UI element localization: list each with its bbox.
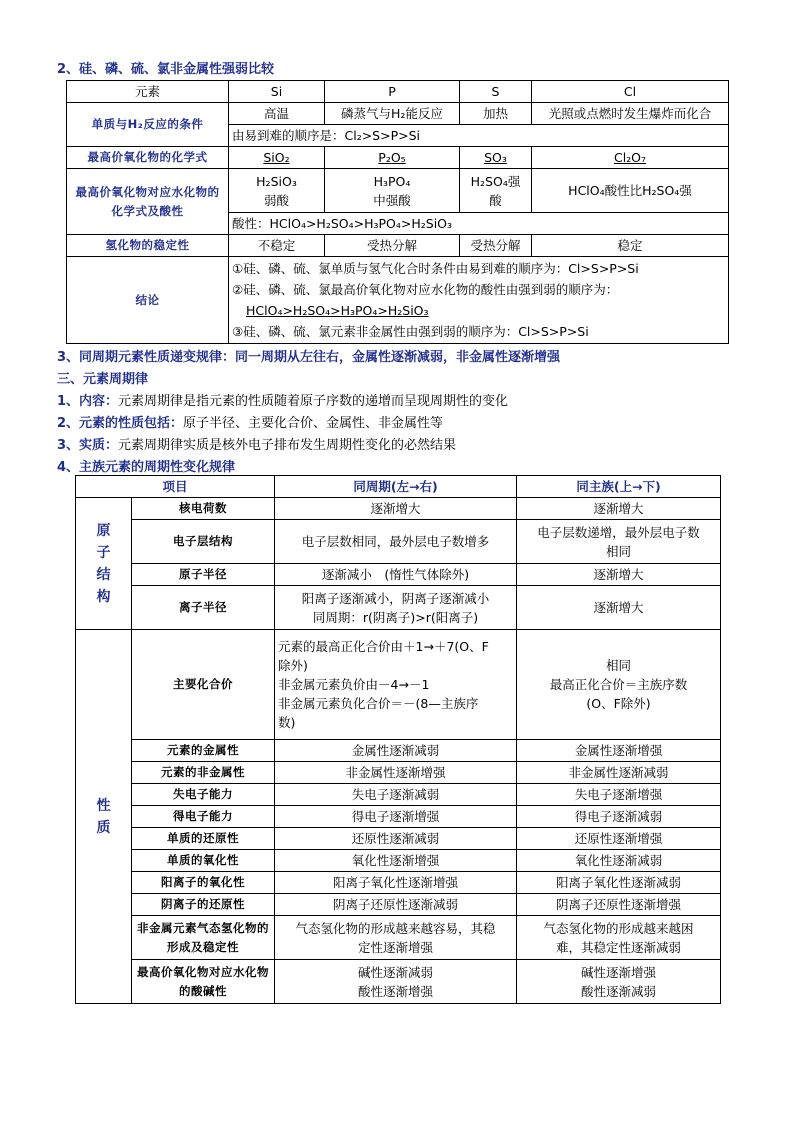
period-trend-cell [275,740,517,762]
header-s: S [460,81,532,103]
period-trend-cell [275,784,517,806]
paragraph-text: 原子半径、主要化合价、金属性、非金属性等 [183,416,444,431]
conclusion-line: HClO₄>H₂SO₄>H₃PO₄>H₂SiO₃ [246,303,429,318]
group-trend-cell [517,872,721,894]
section-4-title: 4、主族元素的周期性变化规律 [57,460,236,475]
conclusion-line: ③硅、磷、硫、氯元素非金属性由强到弱的顺序为：Cl>S>P>Si [232,324,589,339]
period-trend-cell [275,828,517,850]
group-trend-cell [517,520,721,564]
cell-line: 还原性逐渐减弱 [351,831,440,846]
row-label: 非金属元素气态氢化物的形成及稳定性 [132,916,275,960]
cell: 磷蒸气与H₂能反应 [325,103,460,125]
cell-line: 逐渐增大 [593,600,644,615]
part-3-title: 三、元素周期律 [57,372,149,387]
header-period: 同周期(左→右) [275,476,517,498]
row-label-conclusion: 结论 [67,257,229,344]
cell: Cl₂O₇ [532,147,729,169]
group-trend-cell [517,498,721,520]
row-label: 主要化合价 [132,630,275,740]
group-trend-cell [517,960,721,1004]
cell-line: 阴离子还原性逐渐增强 [556,897,682,912]
category-char: 质 [96,819,111,836]
category-char: 结 [96,566,111,583]
conclusion-cell [229,257,729,344]
group-trend-cell [517,564,721,586]
line: H₃PO₄ [373,173,411,189]
period-trend-cell [275,498,517,520]
row-label-h2-reaction: 单质与H₂反应的条件 [67,103,229,147]
cell: SiO₂ [229,147,325,169]
line: H₂SiO₃ [256,173,297,189]
cell: 受热分解 [325,235,460,257]
table-row [76,762,721,784]
row-label: 单质的氧化性 [132,850,275,872]
line: H₂SO₄强 [470,173,521,189]
group-trend-cell [517,630,721,740]
table-row [76,872,721,894]
nonmetal-comparison-table [66,80,729,344]
cell: P₂O₅ [325,147,460,169]
cell-line: 非金属性逐渐减弱 [568,765,669,780]
table-row [76,586,721,630]
cell-line: 难，其稳定性逐渐减弱 [556,939,682,955]
row-label: 元素的非金属性 [132,762,275,784]
group-trend-cell [517,740,721,762]
period-trend-cell [275,630,517,740]
cell-line: 碱性逐渐增强 [581,964,657,980]
table-row [76,520,721,564]
cell-line: 最高正化合价＝主族序数 [549,677,688,692]
cell-cl-acid: HClO₄酸性比H₂SO₄强 [532,169,729,213]
cell-line: 阴离子还原性逐渐减弱 [333,897,459,912]
table-row [76,564,721,586]
table-row [76,784,721,806]
header-group: 同主族(上→下) [517,476,721,498]
row-label: 电子层结构 [132,520,275,564]
period-trend-cell [275,960,517,1004]
paragraph-text: 元素周期律实质是核外电子排布发生周期性变化的必然结果 [118,438,457,453]
paragraph-text: 元素周期律是指元素的性质随着原子序数的递增而呈现周期性的变化 [118,394,509,409]
cell-line: 气态氢化物的形成越来越困 [543,920,694,936]
cell-line: 酸性逐渐减弱 [581,983,657,999]
period-trend-cell [275,762,517,784]
header-cl: Cl [532,81,729,103]
row-label: 核电荷数 [132,498,275,520]
group-trend-cell [517,850,721,872]
group-trend-cell [517,762,721,784]
row-label: 原子半径 [132,564,275,586]
cell-line: 非金属性逐渐增强 [345,765,446,780]
paragraph-key: 1、内容： [57,394,119,409]
cell-line: 得电子逐渐增强 [351,809,440,824]
category-char: 原 [96,522,111,539]
cell: SO₃ [460,147,532,169]
table-row [76,960,721,1004]
acid-order: 酸性：HClO₄>H₂SO₄>H₃PO₄>H₂SiO₃ [229,213,729,235]
cell-si-acid [229,169,325,213]
table-row [76,806,721,828]
cell-line: 定性逐渐增强 [358,939,434,955]
period-trend-cell [275,564,517,586]
period-trend-cell [275,806,517,828]
category-properties [76,630,132,1004]
section-3-title [57,346,560,365]
cell: 高温 [229,103,325,125]
row-label-oxide: 最高价氧化物的化学式 [67,147,229,169]
cell-line: 电子层数相同，最外层电子数增多 [301,534,490,549]
row-label: 单质的还原性 [132,828,275,850]
table-row [76,828,721,850]
section-3-heading: 3、同周期元素性质递变规律： [57,350,236,365]
row-label: 最高价氧化物对应水化物的酸碱性 [132,960,275,1004]
row-label: 元素的金属性 [132,740,275,762]
cell: 加热 [460,103,532,125]
header-element: 元素 [67,81,229,103]
paragraph-key: 3、实质： [57,438,119,453]
conclusion-line: ②硅、磷、硫、氯最高价氧化物对应水化物的酸性由强到弱的顺序为： [232,282,619,297]
group-trend-cell [517,784,721,806]
cell-line: 还原性逐渐增强 [574,831,663,846]
cell-s-acid [460,169,532,213]
period-trend-cell [275,586,517,630]
category-char: 构 [96,588,111,605]
cell-line: 逐渐增大 [593,501,644,516]
period-trend-cell [275,872,517,894]
row-label: 阳离子的氧化性 [132,872,275,894]
cell-line: 金属性逐渐减弱 [351,743,440,758]
row-label: 阴离子的还原性 [132,894,275,916]
cell-line: (O、F除外) [586,696,651,711]
period-trend-cell [275,916,517,960]
line: 酸 [489,192,502,208]
periodic-law-table [75,475,721,1004]
group-trend-cell [517,828,721,850]
group-trend-cell [517,586,721,630]
cell-line: 非金属元素负价由－4→－1 [278,677,430,692]
group-trend-cell [517,806,721,828]
cell-line: 阳离子氧化性逐渐减弱 [556,875,682,890]
paragraph-properties [57,412,443,431]
row-label: 离子半径 [132,586,275,630]
table-row [76,498,721,520]
cell-line: 数) [278,715,296,730]
row-label-hydroxide: 最高价氧化物对应水化物的化学式及酸性 [67,169,229,235]
header-si: Si [229,81,325,103]
cell-p-acid [325,169,460,213]
row-label: 失电子能力 [132,784,275,806]
cell-line: 金属性逐渐增强 [574,743,663,758]
cell-line: 除外) [278,658,308,673]
cell-line: 碱性逐渐减弱 [358,964,434,980]
group-trend-cell [517,916,721,960]
conclusion-line: ①硅、磷、硫、氯单质与氢气化合时条件由易到难的顺序为：Cl>S>P>Si [232,261,639,276]
period-trend-cell [275,520,517,564]
table-row [76,630,721,740]
cell-line: 逐渐减小 (惰性气体除外) [321,567,470,582]
cell-line: 相同 [606,658,632,673]
category-char: 性 [96,797,111,814]
header-p: P [325,81,460,103]
header-item: 项目 [76,476,275,498]
cell: 光照或点燃时发生爆炸而化合 [532,103,729,125]
cell-line: 氧化性逐渐增强 [351,853,440,868]
table-row [76,740,721,762]
cell: 受热分解 [460,235,532,257]
cell-line: 同周期：r(阴离子)>r(阳离子) [312,609,479,625]
reaction-order: 由易到难的顺序是：Cl₂>S>P>Si [229,125,729,147]
group-trend-cell [517,894,721,916]
cell: 稳定 [532,235,729,257]
line: 中强酸 [373,192,411,208]
cell-line: 得电子逐渐减弱 [574,809,663,824]
table-row [76,894,721,916]
cell-line: 逐渐增大 [370,501,421,516]
table-row [76,916,721,960]
table-row [76,850,721,872]
cell-line: 非金属元素负化合价＝－(8—主族序 [278,696,479,711]
cell-line: 气态氢化物的形成越来越容易，其稳 [295,920,496,936]
row-label-hydride: 氢化物的稳定性 [67,235,229,257]
period-trend-cell [275,894,517,916]
line: 弱酸 [263,192,289,208]
period-trend-cell [275,850,517,872]
cell-line: 阳离子逐渐减小，阴离子逐渐减小 [301,590,490,606]
cell-line: 氧化性逐渐减弱 [574,853,663,868]
cell-line: 阳离子氧化性逐渐增强 [333,875,459,890]
cell-line: 电子层数递增，最外层电子数 [537,524,700,540]
section-2-title: 2、硅、磷、硫、氯非金属性强弱比较 [57,62,275,77]
cell: 不稳定 [229,235,325,257]
cell-line: 失电子逐渐增强 [574,787,663,802]
paragraph-essence [57,434,456,453]
row-label: 得电子能力 [132,806,275,828]
paragraph-key: 2、元素的性质包括： [57,416,184,431]
cell-line: 逐渐增大 [593,567,644,582]
category-atomic-structure [76,498,132,630]
cell-line: 失电子逐渐减弱 [351,787,440,802]
category-char: 子 [96,544,111,561]
cell-line: 酸性逐渐增强 [358,983,434,999]
section-3-rule: 同一周期从左往右，金属性逐渐减弱，非金属性逐渐增强 [235,350,561,365]
cell-line: 元素的最高正化合价由＋1→＋7(O、F [278,639,489,654]
cell-line: 相同 [606,543,632,559]
paragraph-content [57,390,508,409]
